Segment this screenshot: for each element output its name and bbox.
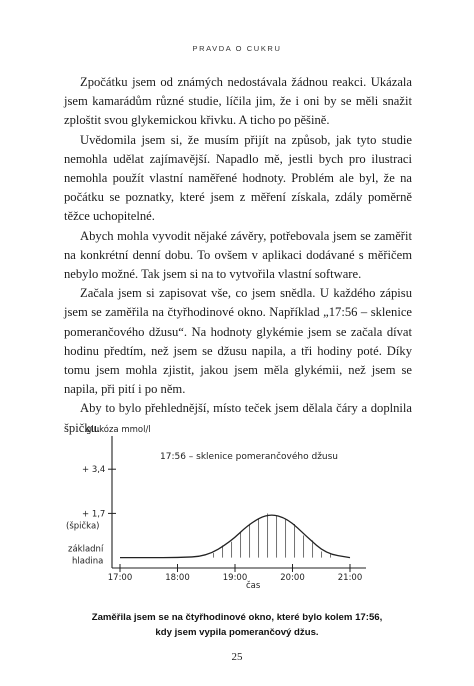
glucose-curve [120, 515, 350, 557]
y-mark-label: + 1,7 [82, 509, 106, 520]
paragraph: Uvědomila jsem si, že musím přijít na způsob, jak tyto studie nemohla udělat zajímavější. Napadlo mě, jestli bych pro ilustraci nemohla použít vlastní naměřené hodnoty. Problém ale byl, že na počátku se poznatky, které jsem z měření získala, zdály poměrně těžce uchopitelné. [64, 132, 412, 224]
paragraph: Abych mohla vyvodit nějaké závěry, potřebovala jsem se zaměřit na konkrétní denní dobu. To ovšem v aplikaci dodávané s měřičem nebylo možné. Tak jsem si na to vytvořila vlastní software. [64, 228, 412, 282]
annotation-label: 17:56 – sklenice pomerančového džusu [160, 452, 339, 462]
x-tick-label: 17:00 [107, 573, 133, 583]
page-number: 25 [231, 651, 243, 663]
y-mark-sublabel: hladina [72, 556, 104, 567]
paragraph: Začala jsem si zapisovat vše, co jsem snědla. U každého zápisu jsem se zaměřila na čtyřhodinové okno. Například „17:56 – sklenice pomerančového džusu“. Na hodnoty glykémie jsem se začala dívat hodinu předtím, než jsem se džusu napila, a tři hodiny poté. Díky tomu jsem mohla zjistit, jakou jsem měla glykémii, než jsem se napila, při pití i po něm. [64, 286, 412, 397]
y-mark-sublabel: (špička) [66, 521, 100, 532]
caption-line: kdy jsem vypila pomerančový džus. [155, 626, 319, 638]
x-tick-label: 21:00 [337, 573, 363, 583]
y-mark-label: základní [68, 544, 104, 555]
running-head: PRAVDA O CUKRU [192, 44, 282, 53]
paragraph: Zpočátku jsem od známých nedostávala žádnou reakci. Ukázala jsem kamarádům různé studie, líčila jim, že i oni by se měli snažit zploštit svou glykemickou křivku. A ticho po pěšině. [64, 75, 412, 128]
paragraph: Aby to bylo přehlednější, místo teček jsem dělala čáry a doplnila špičku. [64, 401, 412, 435]
x-tick-label: 19:00 [222, 573, 248, 583]
caption-line: Zaměřila jsem se na čtyřhodinové okno, které bylo kolem 17:56, [91, 612, 383, 623]
x-tick-label: 20:00 [280, 573, 305, 583]
y-mark-label: + 3,4 [82, 465, 106, 476]
y-axis-label: glukóza mmol/l [86, 425, 151, 435]
x-tick-label: 18:00 [165, 573, 190, 583]
x-axis-label: čas [246, 581, 261, 591]
glucose-chart [62, 418, 412, 593]
body-text [64, 73, 412, 438]
chart-svg [62, 418, 412, 593]
figure-caption [64, 611, 410, 640]
